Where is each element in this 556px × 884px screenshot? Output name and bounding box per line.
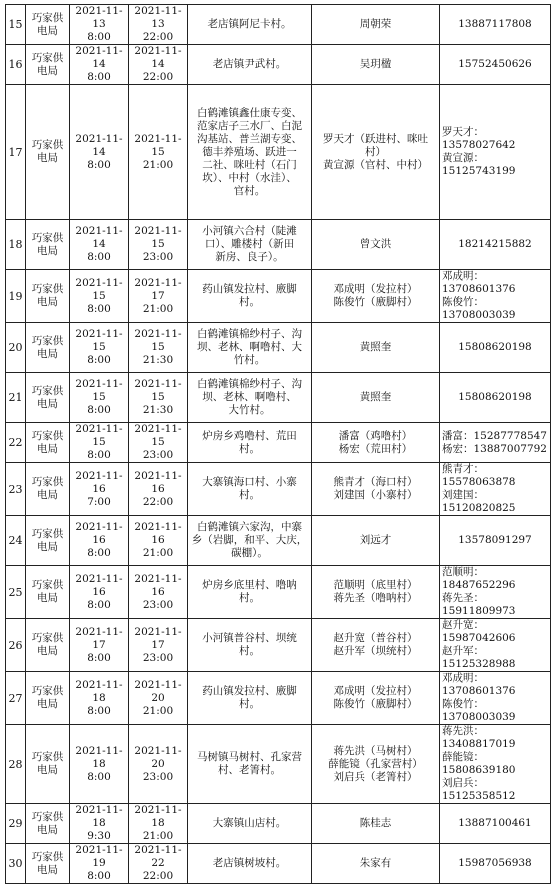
contact-phone-cell: 潘富：15287778547 杨宏：13887007792 xyxy=(440,423,551,463)
row-number-cell: 17 xyxy=(6,85,26,220)
contact-person-cell: 蒋先洪（马树村） 薛能镜（孔家营村） 刘启兵（老箐村） xyxy=(312,725,440,804)
row-number-cell: 15 xyxy=(6,5,26,45)
contact-phone-cell: 13578091297 xyxy=(440,516,551,566)
start-time-cell: 2021-11-14 8:00 xyxy=(70,85,129,220)
outage-area-cell: 白鹤滩镇鑫仕康专变、 范家店子三水厂、白泥 沟基站、普兰湖专变、 德丰养殖场、跃进一 二社、咪吐村（石门 坎）、中村（水洼）、 官村。 xyxy=(188,85,312,220)
contact-phone-cell: 15987056938 xyxy=(440,844,551,884)
contact-person-cell: 刘远才 xyxy=(312,516,440,566)
contact-person-cell: 朱家有 xyxy=(312,844,440,884)
contact-person-cell: 邓成明（发拉村） 陈俊竹（廒脚村） xyxy=(312,270,440,323)
supply-bureau-cell: 巧家供 电局 xyxy=(26,5,70,45)
start-time-cell: 2021-11-15 8:00 xyxy=(70,423,129,463)
supply-bureau-cell: 巧家供 电局 xyxy=(26,844,70,884)
end-time-cell: 2021-11-18 21:00 xyxy=(129,804,188,844)
contact-phone-cell: 蒋先洪：13408817019 薛能镜：15808639180 刘启兵：15125358512 xyxy=(440,725,551,804)
supply-bureau-cell: 巧家供 电局 xyxy=(26,220,70,270)
end-time-cell: 2021-11-22 22:00 xyxy=(129,844,188,884)
supply-bureau-cell: 巧家供 电局 xyxy=(26,516,70,566)
start-time-cell: 2021-11-18 8:00 xyxy=(70,672,129,725)
start-time-cell: 2021-11-14 8:00 xyxy=(70,45,129,85)
outage-area-cell: 马树镇马树村、孔家营 村、老箐村。 xyxy=(188,725,312,804)
contact-phone-cell: 18214215882 xyxy=(440,220,551,270)
start-time-cell: 2021-11-18 9:30 xyxy=(70,804,129,844)
outage-area-cell: 小河镇普谷村、坝统 村。 xyxy=(188,619,312,672)
end-time-cell: 2021-11-15 23:00 xyxy=(129,220,188,270)
end-time-cell: 2021-11-16 22:00 xyxy=(129,463,188,516)
table-row xyxy=(6,85,551,220)
start-time-cell: 2021-11-18 8:00 xyxy=(70,725,129,804)
row-number-cell: 30 xyxy=(6,844,26,884)
end-time-cell: 2021-11-14 22:00 xyxy=(129,45,188,85)
start-time-cell: 2021-11-16 7:00 xyxy=(70,463,129,516)
contact-person-cell: 周朝荣 xyxy=(312,5,440,45)
supply-bureau-cell: 巧家供 电局 xyxy=(26,423,70,463)
table-row xyxy=(6,516,551,566)
contact-phone-cell: 赵升宽：15987042606 赵升军：15125328988 xyxy=(440,619,551,672)
contact-person-cell: 潘富（鸡噜村） 杨宏（荒田村） xyxy=(312,423,440,463)
outage-area-cell: 白鹤滩镇棉纱村子、沟 坝、老林、啊噜村、大 竹村。 xyxy=(188,323,312,373)
start-time-cell: 2021-11-15 8:00 xyxy=(70,270,129,323)
contact-person-cell: 黄照奎 xyxy=(312,373,440,423)
outage-area-cell: 老店镇尹武村。 xyxy=(188,45,312,85)
contact-phone-cell: 邓成明：13708601376 陈俊竹：13708003039 xyxy=(440,270,551,323)
row-number-cell: 21 xyxy=(6,373,26,423)
outage-schedule-table xyxy=(5,4,551,884)
row-number-cell: 19 xyxy=(6,270,26,323)
contact-phone-cell: 15752450626 xyxy=(440,45,551,85)
contact-phone-cell: 15808620198 xyxy=(440,323,551,373)
supply-bureau-cell: 巧家供 电局 xyxy=(26,323,70,373)
outage-area-cell: 白鹤滩镇棉纱村子、沟 坝、老林、啊噜村、 大竹村。 xyxy=(188,373,312,423)
contact-person-cell: 吴玥楹 xyxy=(312,45,440,85)
contact-phone-cell: 邓成明：13708601376 陈俊竹：13708003039 xyxy=(440,672,551,725)
row-number-cell: 22 xyxy=(6,423,26,463)
supply-bureau-cell: 巧家供 电局 xyxy=(26,85,70,220)
table-row xyxy=(6,463,551,516)
table-row xyxy=(6,844,551,884)
row-number-cell: 24 xyxy=(6,516,26,566)
start-time-cell: 2021-11-13 8:00 xyxy=(70,5,129,45)
start-time-cell: 2021-11-14 8:00 xyxy=(70,220,129,270)
contact-phone-cell: 13887100461 xyxy=(440,804,551,844)
table-row xyxy=(6,566,551,619)
outage-area-cell: 小河镇六合村（陡滩 口）、雕楼村（新田 新房、良子）。 xyxy=(188,220,312,270)
contact-phone-cell: 罗天才：13578027642 黄宣源：15125743199 xyxy=(440,85,551,220)
row-number-cell: 18 xyxy=(6,220,26,270)
table-row xyxy=(6,220,551,270)
end-time-cell: 2021-11-20 23:00 xyxy=(129,725,188,804)
supply-bureau-cell: 巧家供 电局 xyxy=(26,270,70,323)
supply-bureau-cell: 巧家供 电局 xyxy=(26,725,70,804)
contact-person-cell: 曾文洪 xyxy=(312,220,440,270)
contact-phone-cell: 熊青才：15578063878 刘建国：15120820825 xyxy=(440,463,551,516)
end-time-cell: 2021-11-20 21:00 xyxy=(129,672,188,725)
start-time-cell: 2021-11-15 8:00 xyxy=(70,323,129,373)
supply-bureau-cell: 巧家供 电局 xyxy=(26,45,70,85)
end-time-cell: 2021-11-17 23:00 xyxy=(129,619,188,672)
outage-area-cell: 药山镇发拉村、廒脚 村。 xyxy=(188,270,312,323)
end-time-cell: 2021-11-16 21:00 xyxy=(129,516,188,566)
row-number-cell: 28 xyxy=(6,725,26,804)
end-time-cell: 2021-11-17 21:00 xyxy=(129,270,188,323)
outage-area-cell: 老店镇阿尼卡村。 xyxy=(188,5,312,45)
row-number-cell: 25 xyxy=(6,566,26,619)
contact-person-cell: 黄照奎 xyxy=(312,323,440,373)
table-row xyxy=(6,423,551,463)
row-number-cell: 20 xyxy=(6,323,26,373)
start-time-cell: 2021-11-16 8:00 xyxy=(70,566,129,619)
table-row xyxy=(6,45,551,85)
contact-person-cell: 范顺明（底里村） 蒋先圣（噜呐村） xyxy=(312,566,440,619)
supply-bureau-cell: 巧家供 电局 xyxy=(26,463,70,516)
row-number-cell: 23 xyxy=(6,463,26,516)
start-time-cell: 2021-11-19 8:00 xyxy=(70,844,129,884)
end-time-cell: 2021-11-13 22:00 xyxy=(129,5,188,45)
contact-phone-cell: 13887117808 xyxy=(440,5,551,45)
supply-bureau-cell: 巧家供 电局 xyxy=(26,619,70,672)
table-body xyxy=(6,5,551,884)
contact-person-cell: 赵升宽（普谷村） 赵升军（坝统村） xyxy=(312,619,440,672)
table-row xyxy=(6,725,551,804)
table-row xyxy=(6,373,551,423)
outage-area-cell: 药山镇发拉村、廒脚 村。 xyxy=(188,672,312,725)
contact-person-cell: 陈桂志 xyxy=(312,804,440,844)
table-row xyxy=(6,619,551,672)
contact-person-cell: 邓成明（发拉村） 陈俊竹（廒脚村） xyxy=(312,672,440,725)
outage-area-cell: 炉房乡鸡噜村、荒田 村。 xyxy=(188,423,312,463)
end-time-cell: 2021-11-15 21:30 xyxy=(129,323,188,373)
supply-bureau-cell: 巧家供 电局 xyxy=(26,804,70,844)
table-row xyxy=(6,323,551,373)
outage-area-cell: 老店镇树坡村。 xyxy=(188,844,312,884)
outage-area-cell: 大寨镇海口村、小寨 村。 xyxy=(188,463,312,516)
row-number-cell: 27 xyxy=(6,672,26,725)
supply-bureau-cell: 巧家供 电局 xyxy=(26,373,70,423)
outage-area-cell: 炉房乡底里村、噜呐 村。 xyxy=(188,566,312,619)
contact-person-cell: 熊青才（海口村） 刘建国（小寨村） xyxy=(312,463,440,516)
start-time-cell: 2021-11-17 8:00 xyxy=(70,619,129,672)
outage-area-cell: 白鹤滩镇六家沟，中寨 乡（岩脚，和平、大庆， 碳棚）。 xyxy=(188,516,312,566)
row-number-cell: 26 xyxy=(6,619,26,672)
end-time-cell: 2021-11-15 21:00 xyxy=(129,85,188,220)
end-time-cell: 2021-11-15 21:30 xyxy=(129,373,188,423)
table-row xyxy=(6,270,551,323)
outage-area-cell: 大寨镇山店村。 xyxy=(188,804,312,844)
contact-phone-cell: 范顺明：18487652296 蒋先圣：15911809973 xyxy=(440,566,551,619)
end-time-cell: 2021-11-15 23:00 xyxy=(129,423,188,463)
row-number-cell: 29 xyxy=(6,804,26,844)
end-time-cell: 2021-11-16 23:00 xyxy=(129,566,188,619)
start-time-cell: 2021-11-15 8:00 xyxy=(70,373,129,423)
table-row xyxy=(6,672,551,725)
contact-person-cell: 罗天才（跃进村、咪吐村） 黄宣源（官村、中村） xyxy=(312,85,440,220)
contact-phone-cell: 15808620198 xyxy=(440,373,551,423)
supply-bureau-cell: 巧家供 电局 xyxy=(26,566,70,619)
table-row xyxy=(6,804,551,844)
table-row xyxy=(6,5,551,45)
row-number-cell: 16 xyxy=(6,45,26,85)
supply-bureau-cell: 巧家供 电局 xyxy=(26,672,70,725)
start-time-cell: 2021-11-16 8:00 xyxy=(70,516,129,566)
